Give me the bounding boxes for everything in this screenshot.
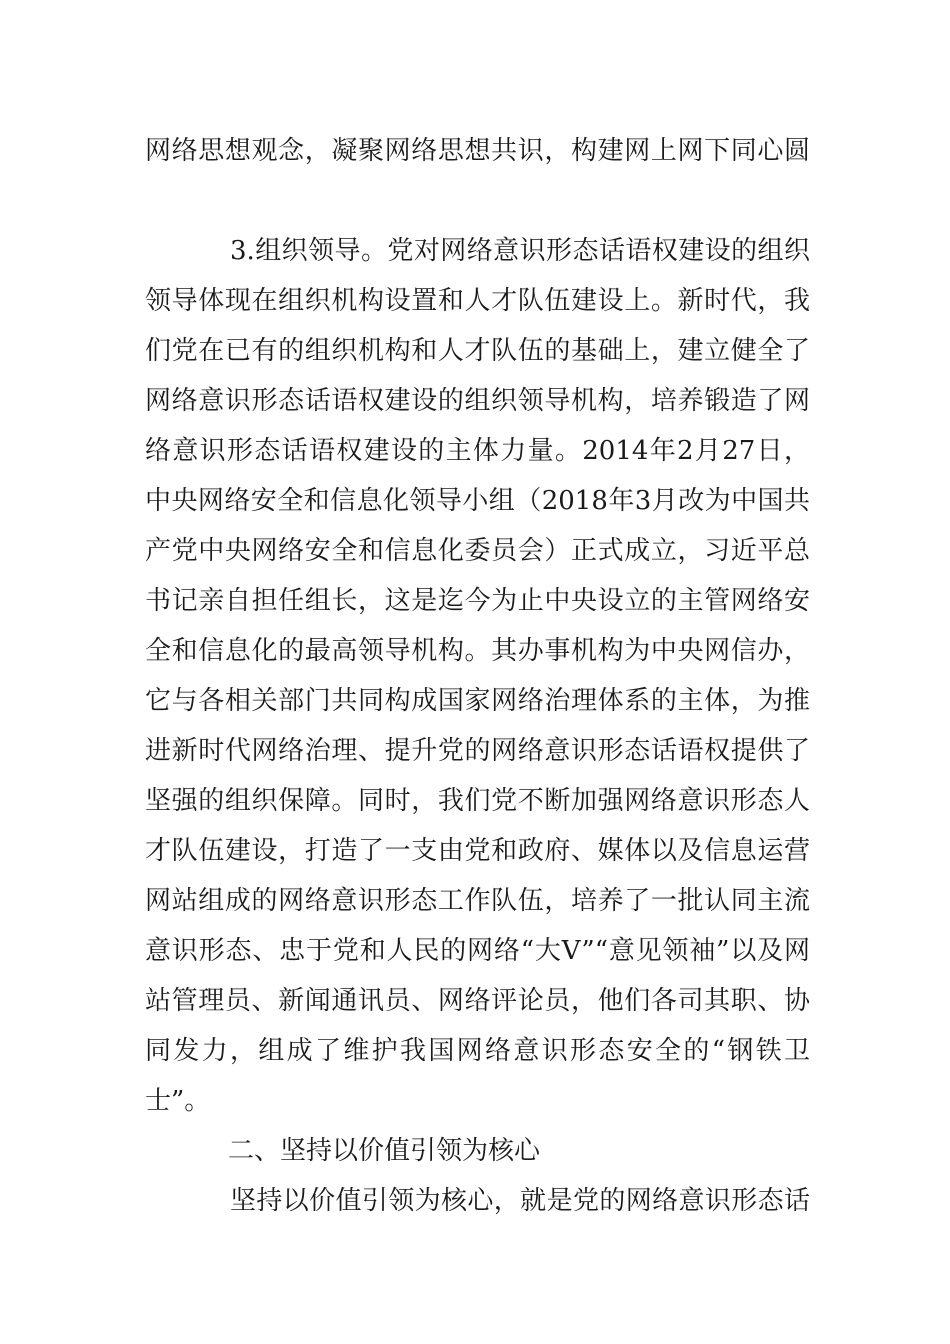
- paragraph-line: 3.组织领导。党对网络意识形态话语权建设的组织: [230, 236, 810, 266]
- paragraph-line: 中央网络安全和信息化领导小组（2018年3月改为中国共: [145, 486, 810, 516]
- paragraph-line: 领导体现在组织机构设置和人才队伍建设上。新时代，我: [145, 286, 810, 316]
- paragraph-line: 书记亲自担任组长，这是迄今为止中央设立的主管网络安: [145, 586, 810, 616]
- paragraph-line: 坚强的组织保障。同时，我们党不断加强网络意识形态人: [145, 786, 810, 816]
- paragraph-line: 意识形态、忠于党和人民的网络“大V”“意见领袖”以及网: [145, 936, 810, 966]
- paragraph-line: 们党在已有的组织机构和人才队伍的基础上，建立健全了: [145, 336, 810, 366]
- paragraph-line: 同发力，组成了维护我国网络意识形态安全的“钢铁卫: [145, 1036, 810, 1066]
- paragraph-line: 坚持以价值引领为核心，就是党的网络意识形态话: [230, 1186, 810, 1216]
- paragraph-line-last: 士”。: [145, 1086, 211, 1116]
- paragraph-line: 网站组成的网络意识形态工作队伍，培养了一批认同主流: [145, 886, 810, 916]
- paragraph-line: 产党中央网络安全和信息化委员会）正式成立，习近平总: [145, 536, 810, 566]
- paragraph-line: 络意识形态话语权建设的主体力量。2014年2月27日，: [145, 436, 810, 466]
- paragraph-line: 网络意识形态话语权建设的组织领导机构，培养锻造了网: [145, 386, 810, 416]
- paragraph-line: 才队伍建设，打造了一支由党和政府、媒体以及信息运营: [145, 836, 810, 866]
- paragraph-line: 全和信息化的最高领导机构。其办事机构为中央网信办，: [145, 636, 810, 666]
- paragraph-line-top: 网络思想观念，凝聚网络思想共识，构建网上网下同心圆: [145, 136, 810, 166]
- paragraph-line: 进新时代网络治理、提升党的网络意识形态话语权提供了: [145, 736, 810, 766]
- section-heading: 二、坚持以价值引领为核心: [228, 1136, 541, 1166]
- paragraph-line: 站管理员、新闻通讯员、网络评论员，他们各司其职、协: [145, 986, 810, 1016]
- paragraph-line: 它与各相关部门共同构成国家网络治理体系的主体，为推: [145, 686, 810, 716]
